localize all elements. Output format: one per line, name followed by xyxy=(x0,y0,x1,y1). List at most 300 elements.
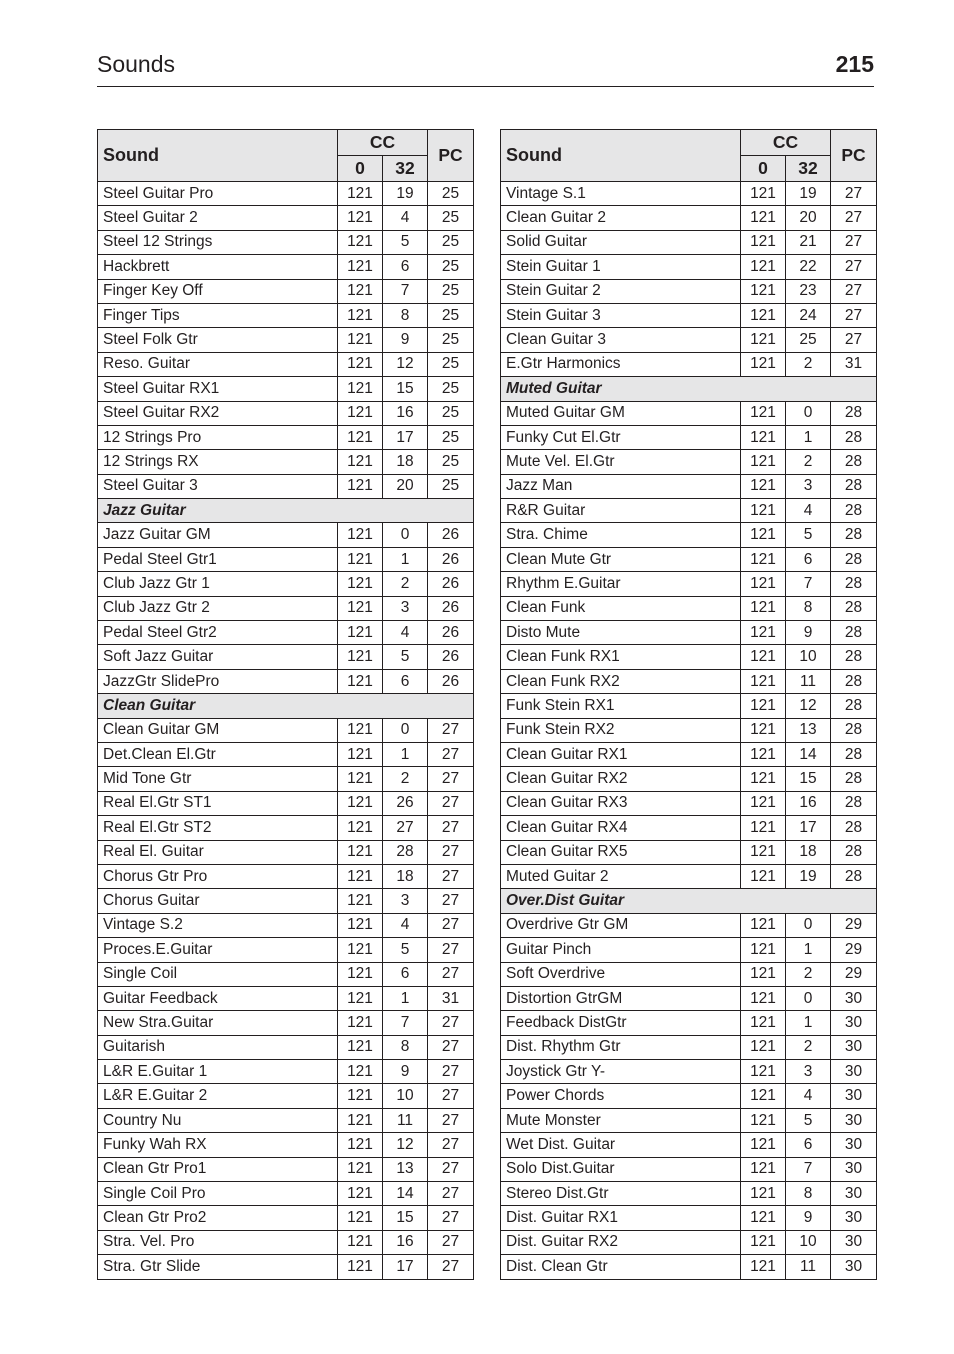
cc0-cell: 121 xyxy=(741,767,786,791)
sound-name-cell: Steel Guitar 3 xyxy=(98,474,338,498)
pc-cell: 27 xyxy=(428,840,474,864)
cc0-cell: 121 xyxy=(338,474,383,498)
cc0-cell: 121 xyxy=(338,864,383,888)
sound-name-cell: Steel Guitar 2 xyxy=(98,206,338,230)
cc32-cell: 0 xyxy=(786,986,831,1010)
cc32-cell: 1 xyxy=(383,742,428,766)
cc0-cell: 121 xyxy=(338,621,383,645)
cc0-cell: 121 xyxy=(741,572,786,596)
table-row xyxy=(501,401,877,425)
pc-cell: 30 xyxy=(831,1157,877,1181)
cc32-cell: 13 xyxy=(786,718,831,742)
sound-name-cell: R&R Guitar xyxy=(501,499,741,523)
pc-cell: 27 xyxy=(428,1230,474,1254)
sound-name-cell: Clean Guitar RX3 xyxy=(501,791,741,815)
pc-cell: 28 xyxy=(831,547,877,571)
pc-cell: 26 xyxy=(428,523,474,547)
pc-cell: 26 xyxy=(428,547,474,571)
table-row xyxy=(98,572,474,596)
sound-name-cell: Disto Mute xyxy=(501,621,741,645)
pc-cell: 30 xyxy=(831,1035,877,1059)
cc32-cell: 11 xyxy=(786,669,831,693)
section-row xyxy=(98,694,474,718)
pc-cell: 27 xyxy=(428,1108,474,1132)
table-row xyxy=(98,718,474,742)
sound-name-cell: Guitarish xyxy=(98,1035,338,1059)
pc-cell: 25 xyxy=(428,401,474,425)
cc32-cell: 3 xyxy=(383,889,428,913)
pc-cell: 30 xyxy=(831,1108,877,1132)
pc-cell: 31 xyxy=(428,986,474,1010)
cc0-cell: 121 xyxy=(338,1133,383,1157)
cc32-cell: 8 xyxy=(383,303,428,327)
cc32-cell: 13 xyxy=(383,1157,428,1181)
sound-name-cell: Clean Funk RX1 xyxy=(501,645,741,669)
sound-name-cell: Dist. Guitar RX1 xyxy=(501,1206,741,1230)
cc0-cell: 121 xyxy=(338,718,383,742)
cc32-cell: 26 xyxy=(383,791,428,815)
cc32-cell: 4 xyxy=(383,206,428,230)
cc0-cell: 121 xyxy=(741,182,786,206)
cc0-cell: 121 xyxy=(741,718,786,742)
cc32-cell: 2 xyxy=(383,767,428,791)
pc-cell: 30 xyxy=(831,986,877,1010)
sound-name-cell: E.Gtr Harmonics xyxy=(501,352,741,376)
pc-cell: 27 xyxy=(428,718,474,742)
sound-name-cell: Det.Clean El.Gtr xyxy=(98,742,338,766)
cc32-cell: 11 xyxy=(383,1108,428,1132)
pc-cell: 25 xyxy=(428,425,474,449)
table-row xyxy=(98,255,474,279)
cc32-cell: 5 xyxy=(786,1108,831,1132)
cc0-cell: 121 xyxy=(741,328,786,352)
page-number: 215 xyxy=(835,51,874,77)
sound-name-cell: Chorus Guitar xyxy=(98,889,338,913)
pc-cell: 27 xyxy=(428,864,474,888)
cc32-cell: 11 xyxy=(786,1255,831,1279)
table-row xyxy=(501,450,877,474)
cc32-cell: 6 xyxy=(383,255,428,279)
cc32-column-header: 32 xyxy=(786,156,831,182)
pc-cell: 25 xyxy=(428,474,474,498)
pc-cell: 27 xyxy=(428,1084,474,1108)
sound-name-cell: Distortion GtrGM xyxy=(501,986,741,1010)
sound-name-cell: Real El.Gtr ST2 xyxy=(98,816,338,840)
sound-name-cell: Stra. Gtr Slide xyxy=(98,1255,338,1279)
cc0-cell: 121 xyxy=(338,742,383,766)
pc-cell: 27 xyxy=(428,889,474,913)
cc32-cell: 24 xyxy=(786,303,831,327)
cc0-cell: 121 xyxy=(741,474,786,498)
cc32-cell: 12 xyxy=(383,352,428,376)
cc32-cell: 19 xyxy=(786,182,831,206)
pc-cell: 28 xyxy=(831,742,877,766)
pc-cell: 28 xyxy=(831,645,877,669)
cc0-cell: 121 xyxy=(338,669,383,693)
table-row xyxy=(501,596,877,620)
cc0-cell: 121 xyxy=(338,986,383,1010)
table-row xyxy=(501,1035,877,1059)
pc-cell: 30 xyxy=(831,1230,877,1254)
table-row xyxy=(98,889,474,913)
pc-cell: 25 xyxy=(428,182,474,206)
cc0-cell: 121 xyxy=(741,1157,786,1181)
sound-name-cell: Guitar Pinch xyxy=(501,938,741,962)
pc-cell: 28 xyxy=(831,767,877,791)
cc32-cell: 4 xyxy=(383,621,428,645)
sound-name-cell: Mute Vel. El.Gtr xyxy=(501,450,741,474)
cc32-cell: 17 xyxy=(383,1255,428,1279)
cc0-cell: 121 xyxy=(741,791,786,815)
pc-cell: 28 xyxy=(831,791,877,815)
cc0-cell: 121 xyxy=(741,255,786,279)
pc-cell: 27 xyxy=(428,1035,474,1059)
sound-name-cell: Clean Guitar RX1 xyxy=(501,742,741,766)
sound-name-cell: Real El. Guitar xyxy=(98,840,338,864)
pc-cell: 30 xyxy=(831,1182,877,1206)
pc-cell: 28 xyxy=(831,572,877,596)
cc32-cell: 1 xyxy=(786,425,831,449)
cc0-cell: 121 xyxy=(338,450,383,474)
table-row xyxy=(501,206,877,230)
cc32-cell: 6 xyxy=(383,669,428,693)
cc32-cell: 16 xyxy=(383,1230,428,1254)
pc-cell: 27 xyxy=(428,1206,474,1230)
cc32-cell: 7 xyxy=(383,1011,428,1035)
table-row xyxy=(98,474,474,498)
cc0-cell: 121 xyxy=(741,279,786,303)
table-row xyxy=(98,742,474,766)
pc-cell: 30 xyxy=(831,1206,877,1230)
sound-name-cell: Country Nu xyxy=(98,1108,338,1132)
cc32-cell: 10 xyxy=(383,1084,428,1108)
table-row xyxy=(98,840,474,864)
sound-name-cell: Clean Funk xyxy=(501,596,741,620)
sound-table-left xyxy=(97,129,474,1280)
pc-cell: 25 xyxy=(428,255,474,279)
cc0-cell: 121 xyxy=(338,816,383,840)
table-row xyxy=(501,913,877,937)
sound-name-cell: L&R E.Guitar 2 xyxy=(98,1084,338,1108)
sound-name-cell: Stra. Vel. Pro xyxy=(98,1230,338,1254)
cc32-cell: 10 xyxy=(786,645,831,669)
cc0-cell: 121 xyxy=(338,645,383,669)
pc-cell: 26 xyxy=(428,572,474,596)
pc-cell: 29 xyxy=(831,938,877,962)
sound-name-cell: Funk Stein RX2 xyxy=(501,718,741,742)
sound-name-cell: Overdrive Gtr GM xyxy=(501,913,741,937)
table-row xyxy=(501,474,877,498)
cc0-cell: 121 xyxy=(741,1060,786,1084)
cc0-cell: 121 xyxy=(741,1206,786,1230)
cc32-cell: 12 xyxy=(786,694,831,718)
pc-cell: 27 xyxy=(428,1133,474,1157)
cc32-cell: 28 xyxy=(383,840,428,864)
cc0-cell: 121 xyxy=(338,279,383,303)
sound-name-cell: Stein Guitar 1 xyxy=(501,255,741,279)
cc0-cell: 121 xyxy=(741,816,786,840)
pc-cell: 27 xyxy=(428,1182,474,1206)
cc0-cell: 121 xyxy=(741,499,786,523)
cc32-cell: 1 xyxy=(383,986,428,1010)
sound-name-cell: Wet Dist. Guitar xyxy=(501,1133,741,1157)
cc0-cell: 121 xyxy=(338,377,383,401)
sound-name-cell: Hackbrett xyxy=(98,255,338,279)
section-row xyxy=(98,499,474,523)
pc-cell: 28 xyxy=(831,474,877,498)
pc-cell: 30 xyxy=(831,1255,877,1279)
sound-name-cell: Mid Tone Gtr xyxy=(98,767,338,791)
cc0-cell: 121 xyxy=(741,840,786,864)
table-row xyxy=(501,425,877,449)
sound-name-cell: Chorus Gtr Pro xyxy=(98,864,338,888)
sound-column-header: Sound xyxy=(501,130,741,182)
cc0-cell: 121 xyxy=(741,986,786,1010)
cc0-cell: 121 xyxy=(741,303,786,327)
cc0-cell: 121 xyxy=(741,596,786,620)
pc-cell: 25 xyxy=(428,230,474,254)
table-row xyxy=(501,1011,877,1035)
sound-name-cell: Finger Tips xyxy=(98,303,338,327)
table-row xyxy=(98,230,474,254)
cc0-cell: 121 xyxy=(741,450,786,474)
sound-name-cell: Solo Dist.Guitar xyxy=(501,1157,741,1181)
table-row xyxy=(501,962,877,986)
table-row xyxy=(501,816,877,840)
pc-cell: 28 xyxy=(831,523,877,547)
cc32-cell: 25 xyxy=(786,328,831,352)
page-title: Sounds xyxy=(97,51,176,77)
sound-name-cell: Stereo Dist.Gtr xyxy=(501,1182,741,1206)
table-row xyxy=(501,547,877,571)
pc-cell: 30 xyxy=(831,1084,877,1108)
pc-cell: 30 xyxy=(831,1011,877,1035)
cc32-cell: 16 xyxy=(786,791,831,815)
cc0-cell: 121 xyxy=(741,1255,786,1279)
table-row xyxy=(501,572,877,596)
table-row xyxy=(98,596,474,620)
cc32-cell: 0 xyxy=(383,523,428,547)
cc32-cell: 1 xyxy=(786,938,831,962)
sound-name-cell: Funk Stein RX1 xyxy=(501,694,741,718)
cc0-cell: 121 xyxy=(338,230,383,254)
sound-name-cell: Real El.Gtr ST1 xyxy=(98,791,338,815)
cc-column-header: CC xyxy=(741,130,831,156)
pc-cell: 28 xyxy=(831,499,877,523)
table-row xyxy=(501,1108,877,1132)
page-header xyxy=(97,50,874,87)
table-row xyxy=(501,303,877,327)
pc-cell: 30 xyxy=(831,1060,877,1084)
table-row xyxy=(98,1108,474,1132)
cc32-cell: 2 xyxy=(786,1035,831,1059)
sound-name-cell: Reso. Guitar xyxy=(98,352,338,376)
cc0-cell: 121 xyxy=(338,913,383,937)
pc-cell: 27 xyxy=(831,303,877,327)
cc32-cell: 14 xyxy=(786,742,831,766)
cc0-cell: 121 xyxy=(338,889,383,913)
sound-name-cell: Joystick Gtr Y- xyxy=(501,1060,741,1084)
table-row xyxy=(501,864,877,888)
table-row xyxy=(98,1206,474,1230)
pc-cell: 27 xyxy=(428,791,474,815)
pc-cell: 25 xyxy=(428,352,474,376)
cc32-cell: 14 xyxy=(383,1182,428,1206)
sound-name-cell: Vintage S.2 xyxy=(98,913,338,937)
cc0-cell: 121 xyxy=(338,328,383,352)
section-title: Over.Dist Guitar xyxy=(501,889,877,913)
cc32-cell: 27 xyxy=(383,816,428,840)
pc-cell: 27 xyxy=(428,1011,474,1035)
table-row xyxy=(98,401,474,425)
pc-cell: 27 xyxy=(831,328,877,352)
cc0-cell: 121 xyxy=(741,1182,786,1206)
cc32-cell: 2 xyxy=(786,352,831,376)
pc-cell: 31 xyxy=(831,352,877,376)
pc-cell: 27 xyxy=(831,279,877,303)
cc0-cell: 121 xyxy=(338,1255,383,1279)
cc32-cell: 8 xyxy=(786,596,831,620)
table-row xyxy=(98,303,474,327)
cc0-cell: 121 xyxy=(741,1133,786,1157)
section-row xyxy=(501,889,877,913)
sound-name-cell: Steel Guitar Pro xyxy=(98,182,338,206)
table-row xyxy=(98,523,474,547)
cc32-cell: 0 xyxy=(786,401,831,425)
cc0-cell: 121 xyxy=(741,742,786,766)
sound-name-cell: Clean Guitar RX4 xyxy=(501,816,741,840)
cc0-cell: 121 xyxy=(338,1157,383,1181)
pc-cell: 27 xyxy=(831,206,877,230)
pc-cell: 27 xyxy=(428,816,474,840)
sound-name-cell: Clean Guitar GM xyxy=(98,718,338,742)
cc0-cell: 121 xyxy=(741,1035,786,1059)
cc0-cell: 121 xyxy=(741,645,786,669)
pc-cell: 26 xyxy=(428,621,474,645)
sound-name-cell: Steel Guitar RX1 xyxy=(98,377,338,401)
table-row xyxy=(501,694,877,718)
sound-name-cell: Funky Wah RX xyxy=(98,1133,338,1157)
pc-cell: 26 xyxy=(428,596,474,620)
cc32-cell: 7 xyxy=(786,572,831,596)
cc32-cell: 1 xyxy=(786,1011,831,1035)
pc-cell: 28 xyxy=(831,596,877,620)
cc32-cell: 3 xyxy=(786,1060,831,1084)
cc32-cell: 8 xyxy=(383,1035,428,1059)
table-row xyxy=(501,1255,877,1279)
table-row xyxy=(98,767,474,791)
pc-cell: 26 xyxy=(428,669,474,693)
table-row xyxy=(98,279,474,303)
sound-name-cell: Single Coil Pro xyxy=(98,1182,338,1206)
table-row xyxy=(98,450,474,474)
pc-cell: 27 xyxy=(428,938,474,962)
cc32-cell: 5 xyxy=(383,230,428,254)
sound-name-cell: Steel Folk Gtr xyxy=(98,328,338,352)
table-row xyxy=(98,816,474,840)
cc-column-header: CC xyxy=(338,130,428,156)
cc32-cell: 6 xyxy=(383,962,428,986)
sound-name-cell: 12 Strings RX xyxy=(98,450,338,474)
cc32-cell: 1 xyxy=(383,547,428,571)
cc32-cell: 0 xyxy=(383,718,428,742)
sound-name-cell: Dist. Guitar RX2 xyxy=(501,1230,741,1254)
cc0-cell: 121 xyxy=(338,401,383,425)
sound-name-cell: Stra. Chime xyxy=(501,523,741,547)
table-row xyxy=(501,328,877,352)
table-row xyxy=(501,742,877,766)
table-row xyxy=(98,547,474,571)
pc-cell: 27 xyxy=(428,962,474,986)
table-row xyxy=(98,352,474,376)
cc32-cell: 6 xyxy=(786,1133,831,1157)
pc-cell: 27 xyxy=(428,1255,474,1279)
table-row xyxy=(98,864,474,888)
table-row xyxy=(501,840,877,864)
cc0-cell: 121 xyxy=(338,547,383,571)
pc-cell: 25 xyxy=(428,303,474,327)
sound-name-cell: Muted Guitar GM xyxy=(501,401,741,425)
sound-name-cell: Vintage S.1 xyxy=(501,182,741,206)
sound-name-cell: 12 Strings Pro xyxy=(98,425,338,449)
pc-cell: 25 xyxy=(428,206,474,230)
pc-cell: 27 xyxy=(831,255,877,279)
sound-name-cell: Dist. Rhythm Gtr xyxy=(501,1035,741,1059)
sound-name-cell: Single Coil xyxy=(98,962,338,986)
table-row xyxy=(501,718,877,742)
table-row xyxy=(98,182,474,206)
cc0-cell: 121 xyxy=(741,425,786,449)
cc32-cell: 2 xyxy=(786,962,831,986)
pc-cell: 27 xyxy=(428,1157,474,1181)
cc0-cell: 121 xyxy=(338,206,383,230)
table-row xyxy=(98,962,474,986)
cc0-column-header: 0 xyxy=(338,156,383,182)
sound-name-cell: Dist. Clean Gtr xyxy=(501,1255,741,1279)
sound-name-cell: Soft Overdrive xyxy=(501,962,741,986)
table-row xyxy=(98,1255,474,1279)
cc0-cell: 121 xyxy=(338,303,383,327)
sound-name-cell: Pedal Steel Gtr2 xyxy=(98,621,338,645)
sound-name-cell: Clean Gtr Pro1 xyxy=(98,1157,338,1181)
cc0-cell: 121 xyxy=(338,572,383,596)
sound-name-cell: Finger Key Off xyxy=(98,279,338,303)
cc32-cell: 19 xyxy=(383,182,428,206)
pc-cell: 28 xyxy=(831,450,877,474)
cc32-cell: 9 xyxy=(786,621,831,645)
cc0-cell: 121 xyxy=(741,1230,786,1254)
cc0-cell: 121 xyxy=(338,1206,383,1230)
sound-name-cell: Rhythm E.Guitar xyxy=(501,572,741,596)
cc32-cell: 3 xyxy=(383,596,428,620)
cc32-cell: 2 xyxy=(383,572,428,596)
sound-name-cell: Funky Cut El.Gtr xyxy=(501,425,741,449)
table-row xyxy=(98,1035,474,1059)
table-header xyxy=(501,130,877,182)
table-row xyxy=(98,913,474,937)
cc0-cell: 121 xyxy=(741,1011,786,1035)
table-row xyxy=(501,645,877,669)
cc0-cell: 121 xyxy=(338,1035,383,1059)
cc0-cell: 121 xyxy=(741,206,786,230)
table-row xyxy=(501,1230,877,1254)
table-row xyxy=(501,1060,877,1084)
table-row xyxy=(501,938,877,962)
table-row xyxy=(98,938,474,962)
cc0-column-header: 0 xyxy=(741,156,786,182)
pc-cell: 26 xyxy=(428,645,474,669)
cc32-cell: 21 xyxy=(786,230,831,254)
